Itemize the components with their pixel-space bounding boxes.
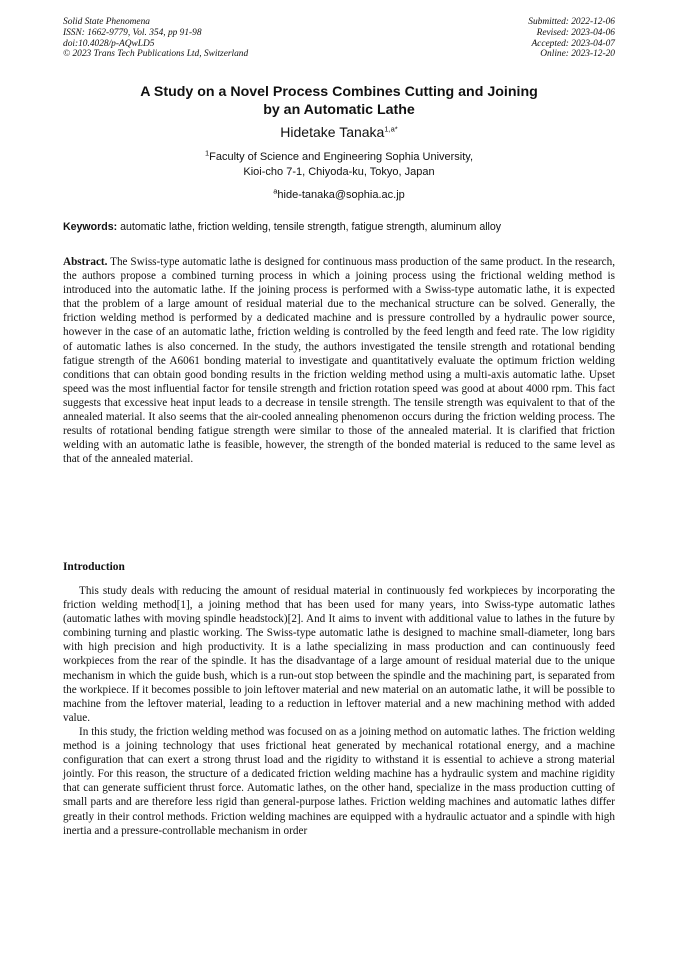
author-affiliation-marker: 1,a* <box>384 124 398 134</box>
journal-info <box>63 17 248 60</box>
accepted-date: Accepted: 2023-04-07 <box>531 38 615 49</box>
online-date: Online: 2023-12-20 <box>540 49 615 60</box>
keywords <box>63 221 615 233</box>
affiliation <box>60 150 618 179</box>
keywords-text: automatic lathe, friction welding, tensile strength, fatigue strength, aluminum alloy <box>117 221 502 233</box>
revised-date: Revised: 2023-04-06 <box>536 27 615 38</box>
intro-paragraph: This study deals with reducing the amount of residual material in continuously fed workpieces by incorporating the friction welding method[1], a joining method that has been used for many years, into Swiss-type automatic lathes (automatic lathes with moving spindle headstock)[2]. And It aims to invent with additional value to lathes in the future by combining turning and plastic working. The Swiss-type automatic lathe is designed to machine small-diameter, long bars with high precision and high productivity. It is a lathe specializing in mass production and can continuously feed workpieces from the rear of the spindle. It has the disadvantage of a large amount of residual material due to the unique mechanism in which the guide bush, which is a run-out stop between the spindle and the machining part, is separated from the workpiece. If it becomes possible to join leftover material and new material on an automatic lathe, it will be possible to machine from the leftover material, leading to a reduction in leftover material and a new machining method with added value. <box>63 585 615 724</box>
abstract-label: Abstract. <box>63 256 108 268</box>
copyright-line: © 2023 Trans Tech Publications Ltd, Switzerland <box>63 49 249 60</box>
title-line-2: by an Automatic Lathe <box>263 102 415 118</box>
submitted-date: Submitted: 2022-12-06 <box>528 17 615 27</box>
email-address[interactable]: hide-tanaka@sophia.ac.jp <box>277 189 405 201</box>
journal-name: Solid State Phenomena <box>63 17 150 27</box>
author-name: Hidetake Tanaka <box>280 124 385 140</box>
intro-paragraph: In this study, the friction welding method was focused on as a joining method on automatic lathes. The friction welding method is a joining technology that uses frictional heat generated by mechanical rotational energy, and a machine configuration that can exert a strong thrust load and the rigidity to withstand it is essential to achieve a strong material jointly. For this reason, the structure of a dedicated friction welding machine has a hydraulic system and machine rigidity that can generate sufficient thrust force. Automatic lathes, on the other hand, specialize in the mass production cutting of small parts and are therefore less rigid than general-purpose lathes. Friction welding machines and automatic lathes differ greatly in their control methods. Friction welding machines are equipped with a hydraulic actuator and a spindle with high inertia and a pressure-controllable mechanism in order <box>63 725 615 837</box>
keywords-label: Keywords: <box>63 221 118 233</box>
affiliation-marker: 1 <box>204 148 210 158</box>
introduction-body <box>63 584 615 838</box>
doi-line[interactable]: doi:10.4028/p-AQwLD5 <box>63 38 155 49</box>
submission-dates <box>528 17 615 60</box>
abstract <box>63 255 615 466</box>
title-line-1: A Study on a Novel Process Combines Cutting and Joining <box>140 84 538 100</box>
affiliation-line-1: $^1$Faculty of Science and Engineering Sophia University, <box>204 148 474 163</box>
author <box>60 124 618 140</box>
affiliation-line-2: Kioi-cho 7-1, Chiyoda-ku, Tokyo, Japan <box>243 165 435 178</box>
email-marker: a <box>273 186 278 196</box>
section-heading-introduction: Introduction <box>63 561 125 573</box>
author-email <box>60 186 618 201</box>
abstract-text: The Swiss-type automatic lathe is designed for continuous mass production of the same product. In the research, the authors propose a combined turning process in which a joining process using the frictional welding method is introduced into the automatic lathe. If the joining process is performed with a Swiss-type automatic lathe, it is expected that the problem of a large amount of residual material due to the mechanical structure can be solved. Generally, the friction welding method is performed by a dedicated machine and is pressure controlled by a hydraulic power source, however in the case of an automatic lathe, friction welding is controlled by the feed length and feed rate. The low rigidity of automatic lathes is also concerned. In the study, the authors investigated the tensile strength and rotational bending fatigue strength of the A6061 bonding material to investigate and quantitatively evaluate the optimum friction welding conditions that can obtain good bonding results in the friction welding method using a multi-axis automatic lathe. Upset speed was the most influential factor for tensile strength and friction rotation speed was good at about 4000 rpm. This fact suggests that excessive heat input leads to a decrease in tensile strength. The tensile strength was equivalent to that of the annealed material. It also seems that the air-cooled annealing phenomenon occurs during the friction welding process. The results of rotational bending fatigue strength were similar to those of the annealed material. It is clarified that friction welding with an automatic lathe is feasible, however, the strength of the bonded material is reduced to the same level as that of the annealed material. <box>63 256 615 466</box>
paper-title <box>60 83 618 119</box>
issn-line: ISSN: 1662-9779, Vol. 354, pp 91-98 <box>63 27 202 38</box>
